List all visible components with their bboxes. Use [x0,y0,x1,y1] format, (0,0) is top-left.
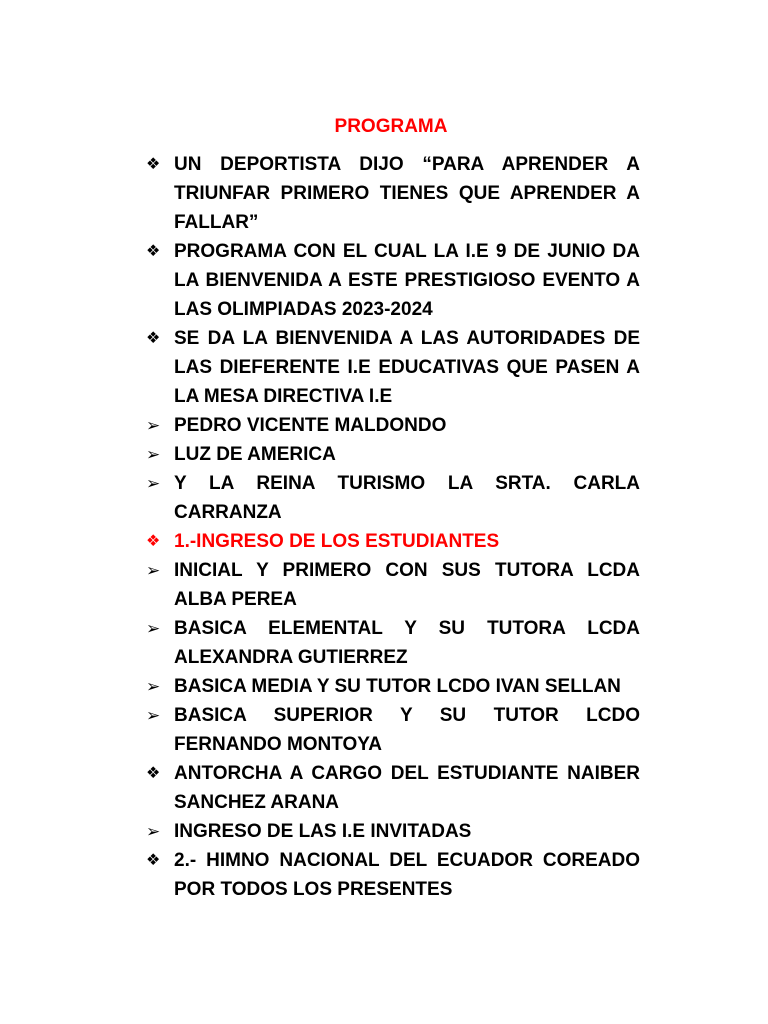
list-item [146,614,640,672]
list-item-text: ANTORCHA A CARGO DEL ESTUDIANTE NAIBER SANCHEZ ARANA [174,763,640,813]
list-item [146,701,640,759]
list-item [146,556,640,614]
bullet-icon: ❖ [146,156,161,173]
bullet-icon: ➢ [146,619,161,638]
list-item-text: 2.- HIMNO NACIONAL DEL ECUADOR COREADO POR TODOS LOS PRESENTES [174,850,640,900]
bullet-icon: ❖ [146,765,161,782]
list-item-text: BASICA ELEMENTAL Y SU TUTORA LCDA ALEXANDRA GUTIERREZ [174,618,640,668]
list-item [146,469,640,527]
list-item-text: BASICA MEDIA Y SU TUTOR LCDO IVAN SELLAN [174,676,621,697]
bullet-icon: ➢ [146,822,161,841]
bullet-icon: ❖ [146,533,161,550]
bullet-icon: ➢ [146,677,161,696]
list-item-text: Y LA REINA TURISMO LA SRTA. CARLA CARRANZA [174,473,640,523]
section-heading [146,527,640,556]
list-item [146,237,640,324]
list-item [146,411,640,440]
list-item [146,672,640,701]
list-item [146,817,640,846]
list-item-text: 1.-INGRESO DE LOS ESTUDIANTES [174,531,500,552]
list-item-text: INICIAL Y PRIMERO CON SUS TUTORA LCDA ALBA PEREA [174,560,640,610]
bullet-icon: ➢ [146,474,161,493]
list-item [146,759,640,817]
list-item-text: PROGRAMA CON EL CUAL LA I.E 9 DE JUNIO DA LA BIENVENIDA A ESTE PRESTIGIOSO EVENTO A LAS OLIMPIADAS 2023-2024 [174,241,640,320]
list-item [146,324,640,411]
bullet-icon: ➢ [146,416,161,435]
program-list [146,150,640,904]
list-item [146,150,640,237]
bullet-icon: ➢ [146,561,161,580]
list-item-text: SE DA LA BIENVENIDA A LAS AUTORIDADES DE LAS DIEFERENTE I.E EDUCATIVAS QUE PASEN A LA MESA DIRECTIVA I.E [174,328,640,407]
bullet-icon: ❖ [146,852,161,869]
list-item-text: UN DEPORTISTA DIJO “PARA APRENDER A TRIUNFAR PRIMERO TIENES QUE APRENDER A FALLAR” [174,154,640,233]
list-item-text: INGRESO DE LAS I.E INVITADAS [174,821,472,842]
document-title: PROGRAMA [334,116,448,137]
list-item-text: PEDRO VICENTE MALDONDO [174,415,447,436]
list-item-text: LUZ DE AMERICA [174,444,336,465]
list-item [146,440,640,469]
bullet-icon: ❖ [146,243,161,260]
bullet-icon: ❖ [146,330,161,347]
bullet-icon: ➢ [146,445,161,464]
list-item-text: BASICA SUPERIOR Y SU TUTOR LCDO FERNANDO MONTOYA [174,705,640,755]
bullet-icon: ➢ [146,706,161,725]
list-item [146,846,640,904]
